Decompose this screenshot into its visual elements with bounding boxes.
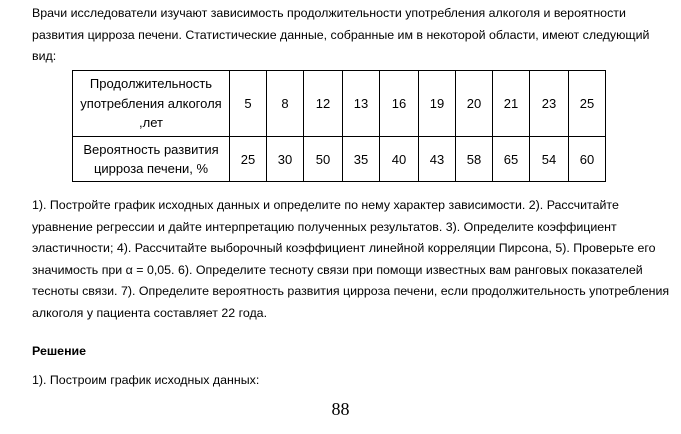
table-cell: 65 <box>493 137 530 182</box>
table-cell: 54 <box>530 137 569 182</box>
table-cell: 40 <box>380 137 419 182</box>
table-cell: 35 <box>343 137 380 182</box>
row-header-probability: Вероятность развития цирроза печени, % <box>73 137 230 182</box>
table-cell: 5 <box>230 71 267 137</box>
table-cell: 21 <box>493 71 530 137</box>
table-row <box>73 71 606 137</box>
table-cell: 60 <box>569 137 606 182</box>
step-1-text: 1). Построим график исходных данных: <box>32 373 260 387</box>
table-cell: 30 <box>267 137 304 182</box>
table-cell: 25 <box>230 137 267 182</box>
table-cell: 25 <box>569 71 606 137</box>
tasks-paragraph: 1). Постройте график исходных данных и определите по нему характер зависимости. 2). Рассчитайте уравнение регрессии и дайте интерпретацию полученных результатов. 3). Определите коэффициент эластичности; 4). Рассчитайте выборочный коэффициент линейной корреляции Пирсона, 5). Проверьте его значимость при α = 0,05. 6). Определите тесноту связи при помощи известных вам ранговых показателей тесноты связи. 7). Определите вероятность развития цирроза печени, если продолжительность употребления алкоголя у пациента составляет 22 года. <box>32 198 670 320</box>
table-row <box>73 137 606 182</box>
data-table <box>72 70 606 182</box>
table-cell: 50 <box>304 137 343 182</box>
page-number: 88 <box>331 399 350 419</box>
table-cell: 43 <box>419 137 456 182</box>
intro-paragraph: Врачи исследователи изучают зависимость продолжительности употребления алкоголя и вероятности развития цирроза печени. Статистические данные, собранные им в некоторой области, имеют следующий вид: <box>32 6 650 63</box>
table-cell: 16 <box>380 71 419 137</box>
table-cell: 13 <box>343 71 380 137</box>
table-cell: 58 <box>456 137 493 182</box>
table-cell: 12 <box>304 71 343 137</box>
table-cell: 20 <box>456 71 493 137</box>
solution-heading: Решение <box>32 344 87 358</box>
table-cell: 23 <box>530 71 569 137</box>
table-cell: 19 <box>419 71 456 137</box>
row-header-duration: Продолжительность употребления алкоголя ,лет <box>73 71 230 137</box>
table-cell: 8 <box>267 71 304 137</box>
